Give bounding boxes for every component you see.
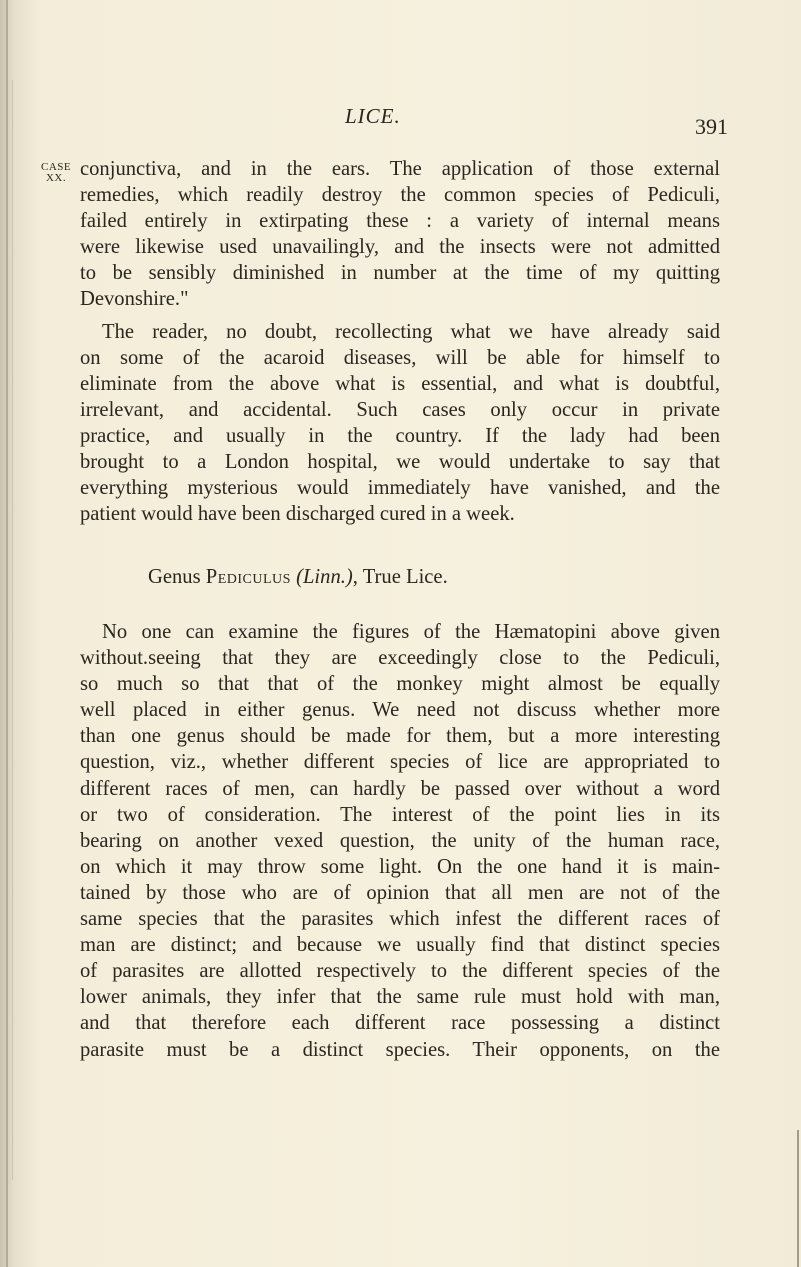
text-line: on which it may throw some light. On the one hand it is main- [80,855,720,878]
body-text-top [80,156,720,527]
text-line: so much so that that of the monkey might almost be equally [80,673,720,696]
text-line: practice, and usually in the country. If the lady had been [80,424,720,447]
heading-authority: (Linn.) [296,566,353,588]
text-line: parasite must be a distinct species. Their opponents, on the [80,1038,720,1061]
text-line: different races of men, can hardly be passed over without a word [80,777,720,800]
text-line: No one can examine the figures of the Hæmatopini above given [102,621,720,643]
text-line: without.seeing that they are exceedingly close to the Pediculi, [80,647,720,670]
side-note-line: XX. [45,172,67,184]
side-note-line: CASE [41,161,72,173]
heading-suffix: , True Lice. [352,566,448,588]
heading-prefix: Genus [148,566,201,588]
text-line: and that therefore each different race possessing a distinct [80,1012,720,1035]
heading-genus: Pediculus [205,566,291,588]
text-line: than one genus should be made for them, but a more interesting [80,725,720,748]
text-line: Devonshire." [80,288,189,311]
text-line: The reader, no doubt, recollecting what we have already said [102,320,720,343]
text-line: or two of consideration. The interest of the point lies in its [80,803,720,826]
text-line: conjunctiva, and in the ears. The application of those external [80,158,720,180]
text-line: same species that the parasites which infest the different races of [80,908,720,931]
text-line: failed entirely in extirpating these : a variety of internal means [80,210,720,233]
text-line: to be sensibly diminished in number at the time of my quitting [80,262,720,285]
text-line: everything mysterious would immediately have vanished, and the [80,477,720,500]
text-line: irrelevant, and accidental. Such cases only occur in private [80,398,720,421]
binding-shadow [6,0,8,1267]
text-line: remedies, which readily destroy the common species of Pediculi, [80,184,720,207]
page-edge [797,1130,799,1267]
text-line: well placed in either genus. We need not discuss whether more [80,699,720,722]
text-line: eliminate from the above what is essential, and what is doubtful, [80,372,720,395]
text-line: tained by those who are of opinion that all men are not of the [80,881,720,904]
section-heading [148,566,448,589]
text-line: lower animals, they infer that the same rule must hold with man, [80,986,720,1009]
side-note [41,162,71,184]
text-line: of parasites are allotted respectively to the different species of the [80,960,720,983]
binding-shadow-inner [12,80,13,1180]
paragraph-3 [80,619,720,1063]
running-head: LICE. [345,104,401,128]
paragraph-2 [80,319,720,528]
text-line: man are distinct; and because we usually find that distinct species [80,934,720,957]
text-line: patient would have been discharged cured in a week. [80,503,515,526]
text-line: question, viz., whether different species of lice are appropriated to [80,751,720,774]
text-line: brought to a London hospital, we would undertake to say that [80,451,720,474]
page-number: 391 [695,114,728,139]
text-line: were likewise used unavailingly, and the insects were not admitted [80,236,720,259]
text-line: bearing on another vexed question, the unity of the human race, [80,829,720,852]
paragraph-1 [80,156,720,313]
text-line: on some of the acaroid diseases, will be able for himself to [80,346,720,369]
